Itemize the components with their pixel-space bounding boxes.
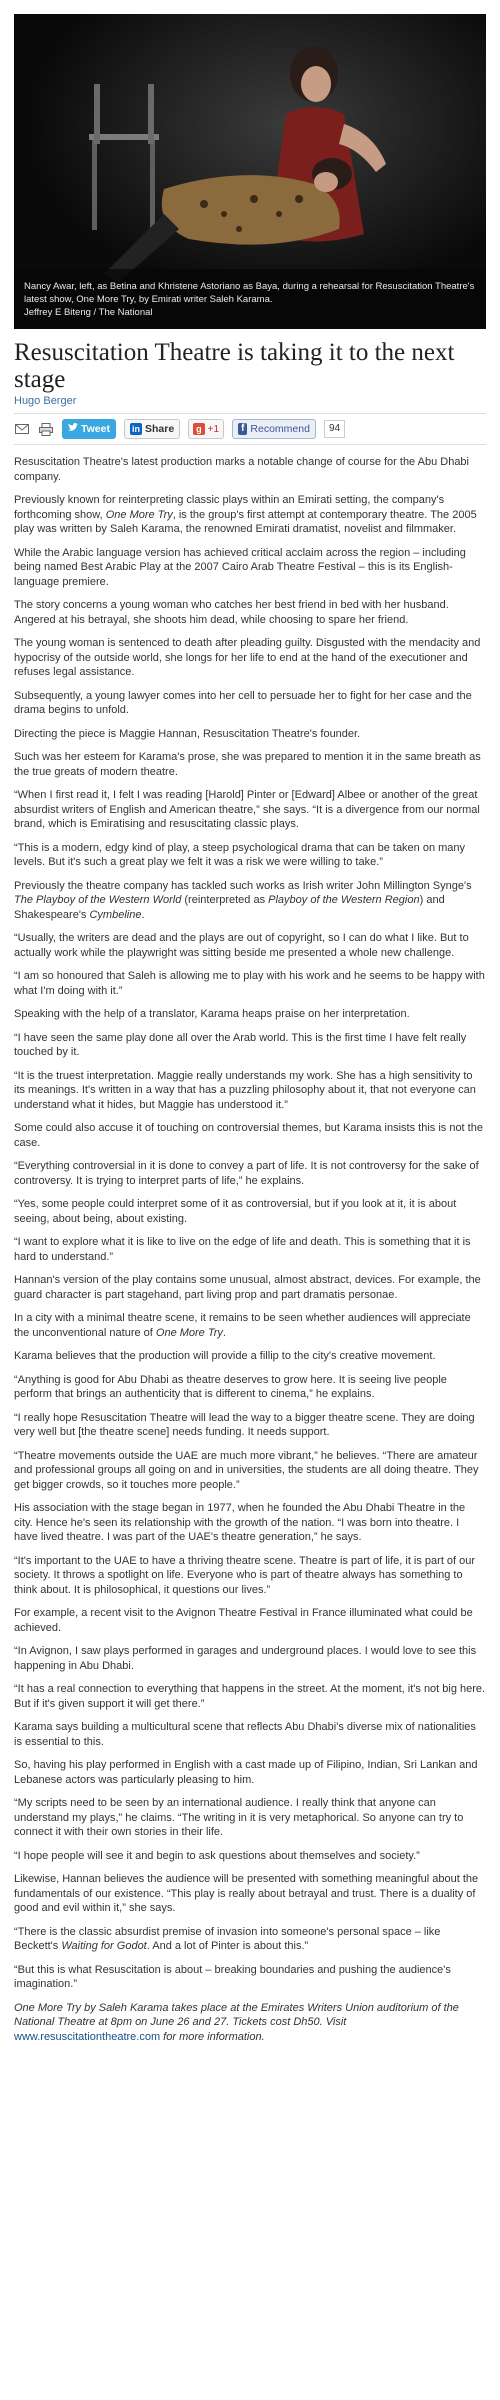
article-paragraph: Directing the piece is Maggie Hannan, Resuscitation Theatre's founder. xyxy=(14,727,361,740)
article-paragraph: “My scripts need to be seen by an international audience. I really think that anyone can understand my plays,” he claims. “The writing in it is very metaphorical. So anyone can try to connect it with their own stories in their life. xyxy=(14,1797,464,1838)
caption-text: Nancy Awar, left, as Betina and Khristene Astoriano as Baya, during a rehearsal for Resuscitation Theatre's latest show, One More Try, by Emirati writer Saleh Karama. xyxy=(24,281,475,305)
article-paragraph: Some could also accuse it of touching on controversial themes, but Karama insists this is not the case. xyxy=(14,1122,483,1149)
article-paragraph: Karama says building a multicultural scene that reflects Abu Dhabi's diverse mix of nationalities is essential to this. xyxy=(14,1721,476,1748)
paragraph-text: . xyxy=(141,908,145,921)
paragraph-text: ) and Shakespeare's xyxy=(14,894,445,921)
article-paragraph: The young woman is sentenced to death after pleading guilty. Disgusted with the mendacity and hypocrisy of the outside world, she longs for her life to end at the hand of the executioner and refuses legal assistance. xyxy=(14,637,481,678)
article-paragraph: Subsequently, a young lawyer comes into her cell to persuade her to fight for her case and the drama begins to unfold. xyxy=(14,689,472,716)
article-paragraph: “Usually, the writers are dead and the plays are out of copyright, so I can do what I like. But to actually work while the playwright was sitting beside me presented a whole new challenge. xyxy=(14,932,469,959)
print-icon[interactable] xyxy=(38,421,54,437)
italic-title: One More Try xyxy=(105,508,173,521)
paragraph-text: In a city with a minimal theatre scene, it remains to be seen whether audiences will appreciate the unconventional nature of xyxy=(14,1312,471,1339)
article-paragraph: “I really hope Resuscitation Theatre will lead the way to a bigger theatre scene. They are doing very well but [the theatre scene] needs funding. It needs support. xyxy=(14,1411,475,1438)
italic-title: Playboy of the Western Region xyxy=(268,894,420,906)
article-paragraph: “I have seen the same play done all over the Arab world. This is the first time I have felt really touched by it. xyxy=(14,1031,467,1058)
article-paragraph: “In Avignon, I saw plays performed in garages and underground places. I would love to see this happening in Abu Dhabi. xyxy=(14,1645,477,1672)
article-paragraph: So, having his play performed in English with a cast made up of Filipino, Indian, Sri Lankan and Lebanese actors was particularly pleasing to him. xyxy=(14,1759,478,1786)
article-paragraph: “Theatre movements outside the UAE are much more vibrant,” he believes. “There are amateur and professional groups all going on and in universities, the students are all doing theatre. They get bigger crowds, so it touches more people.” xyxy=(14,1449,479,1491)
article-paragraph: “I hope people will see it and begin to ask questions about themselves and society.” xyxy=(14,1849,420,1862)
tweet-label: Tweet xyxy=(81,423,110,435)
recommend-count: 94 xyxy=(324,420,345,438)
article-paragraph xyxy=(14,1311,486,1340)
tweet-button[interactable] xyxy=(62,419,116,439)
recommend-label: Recommend xyxy=(250,423,310,435)
article-paragraph: “When I first read it, I felt I was reading [Harold] Pinter or [Edward] Albee or another of the great absurdist writers of English and American theatre,” she says. “It is a divergence from our normal brand, which is Emiratising and resuscitating classic plays. xyxy=(14,789,480,830)
article-photo xyxy=(14,14,486,329)
share-label: Share xyxy=(144,423,175,435)
article-paragraph: His association with the stage began in 1977, when he founded the Abu Dhabi Theatre in the city. Hence he's seen its relationship with the growth of the nation. “I was born into theatre. I have lived theatre. I was part of the UAE's theatre generation,” he says. xyxy=(14,1502,466,1543)
linkedin-icon: in xyxy=(131,424,140,434)
share-toolbar xyxy=(14,413,486,445)
article-paragraph: “Yes, some people could interpret some of it as controversial, but if you look at it, it is about seeing, about being, about existing. xyxy=(14,1198,457,1225)
article-headline: Resuscitation Theatre is taking it to the next stage xyxy=(14,339,455,393)
google-plus-one-button[interactable] xyxy=(188,419,224,439)
article-paragraph: For example, a recent visit to the Avignon Theatre Festival in France illuminated what could be achieved. xyxy=(14,1607,473,1634)
article-paragraph: “It is the truest interpretation. Maggie really understands my work. She has a high sensitivity to its meanings. It's written in a way that has a puzzling philosophy about it, that not everyone can understand what it hides, but Maggie has understood it.” xyxy=(14,1069,476,1111)
article-paragraph: Such was her esteem for Karama's prose, she was prepared to mention it in the same breath as the true greats of modern theatre. xyxy=(14,751,481,778)
linkedin-share-button[interactable] xyxy=(124,419,180,439)
facebook-recommend-button[interactable] xyxy=(232,419,316,439)
article-paragraph: While the Arabic language version has achieved critical acclaim across the region – including being named Best Arabic Play at the 2007 Cairo Arab Theatre Festival – this is its English-language premiere. xyxy=(14,546,466,588)
twitter-bird-icon xyxy=(68,423,78,435)
article-paragraph: Resuscitation Theatre's latest production marks a notable change of course for the Abu Dhabi company. xyxy=(14,456,469,483)
article-paragraph: “Everything controversial in it is done to convey a part of life. It is not controversy for the sake of controversy. It is trying to interpret parts of life,” he explains. xyxy=(14,1160,479,1187)
paragraph-text: (reinterpreted as xyxy=(181,894,269,906)
article-paragraph: “This is a modern, edgy kind of play, a steep psychological drama that can be taken on many levels. But it's such a great play we felt it was a risk we were willing to take.” xyxy=(14,841,466,868)
article-paragraph: “I am so honoured that Saleh is allowing me to play with his work and he seems to be happy with what I'm doing with it.” xyxy=(14,970,485,997)
article-paragraph: “Anything is good for Abu Dhabi as theatre deserves to grow here. It is seeing live people perform that brings an authenticity that is different to cinema,” he explains. xyxy=(14,1373,447,1400)
photo-caption xyxy=(24,280,476,319)
italic-title: One More Try xyxy=(155,1326,223,1339)
plus-one-label: +1 xyxy=(207,423,220,435)
facebook-icon: f xyxy=(238,423,247,435)
paragraph-text: Previously known for reinterpreting classic plays within an Emirati setting, the company's forthcoming show, xyxy=(14,494,445,521)
paragraph-text: , is the group's first attempt at contemporary theatre. The 2005 play was written by Saleh Karama, the renowned Emirati dramatist, novelist and filmmaker. xyxy=(14,508,477,535)
author-byline[interactable]: Hugo Berger xyxy=(14,395,77,407)
google-plus-icon: g xyxy=(193,423,205,435)
paragraph-text: . xyxy=(222,1326,226,1339)
event-info xyxy=(14,2001,486,2045)
article-paragraph: “I want to explore what it is like to live on the edge of life and death. This is something that it is hard to understand.” xyxy=(14,1236,471,1263)
article-paragraph: “But this is what Resuscitation is about – breaking boundaries and pushing the audience's imagination.” xyxy=(14,1963,451,1990)
caption-credit: Jeffrey E Biteng / The National xyxy=(24,307,153,318)
event-info-text: One More Try by Saleh Karama takes place at the Emirates Writers Union auditorium of the National Theatre at 8pm on June 26 and 27. Tickets cost Dh50. Visit xyxy=(14,2001,459,2028)
article-paragraph: Karama believes that the production will provide a fillip to the city's creative movement. xyxy=(14,1350,436,1362)
article-body xyxy=(14,455,486,1992)
event-info-tail: for more information. xyxy=(160,2030,265,2043)
email-icon[interactable] xyxy=(14,421,30,437)
italic-title: Cymbeline xyxy=(89,908,142,921)
article-paragraph xyxy=(14,879,486,923)
article-paragraph xyxy=(14,493,486,537)
article-paragraph: Likewise, Hannan believes the audience will be presented with something meaningful about the fundamentals of our existence. “This play is really about betrayal and trust. There is a duality of good and evil within it,” she says. xyxy=(14,1873,479,1914)
article-paragraph: “It has a real connection to everything that happens in the street. At the moment, it's not big here. But if it's given support it will get there.” xyxy=(14,1683,486,1710)
article-paragraph: Hannan's version of the play contains some unusual, almost abstract, devices. For example, the guard character is part stagehand, part living prop and part dramatis personae. xyxy=(14,1274,481,1301)
italic-title: The Playboy of the Western World xyxy=(14,894,182,906)
article-paragraph: Speaking with the help of a translator, Karama heaps praise on her interpretation. xyxy=(14,1008,410,1020)
paragraph-text: “There is the classic absurdist premise of invasion into someone's personal space – like Beckett's xyxy=(14,1925,441,1952)
website-link[interactable]: www.resuscitationtheatre.com xyxy=(14,2030,161,2043)
article-paragraph: “It's important to the UAE to have a thriving theatre scene. Theatre is part of life, it is part of our society. It throws a spotlight on life. Everyone who is part of theatre always has something to think about. It is philosophical, it questions our lives.” xyxy=(14,1554,476,1596)
paragraph-text: . And a lot of Pinter is about this.” xyxy=(146,1940,309,1952)
italic-title: Waiting for Godot xyxy=(61,1940,147,1952)
paragraph-text: Previously the theatre company has tackled such works as Irish writer John Millington Synge's xyxy=(14,879,472,892)
article-paragraph: The story concerns a young woman who catches her best friend in bed with her husband. Angered at his betrayal, she shoots him dead, while choosing to spare her friend. xyxy=(14,599,449,626)
article-paragraph xyxy=(14,1925,486,1954)
